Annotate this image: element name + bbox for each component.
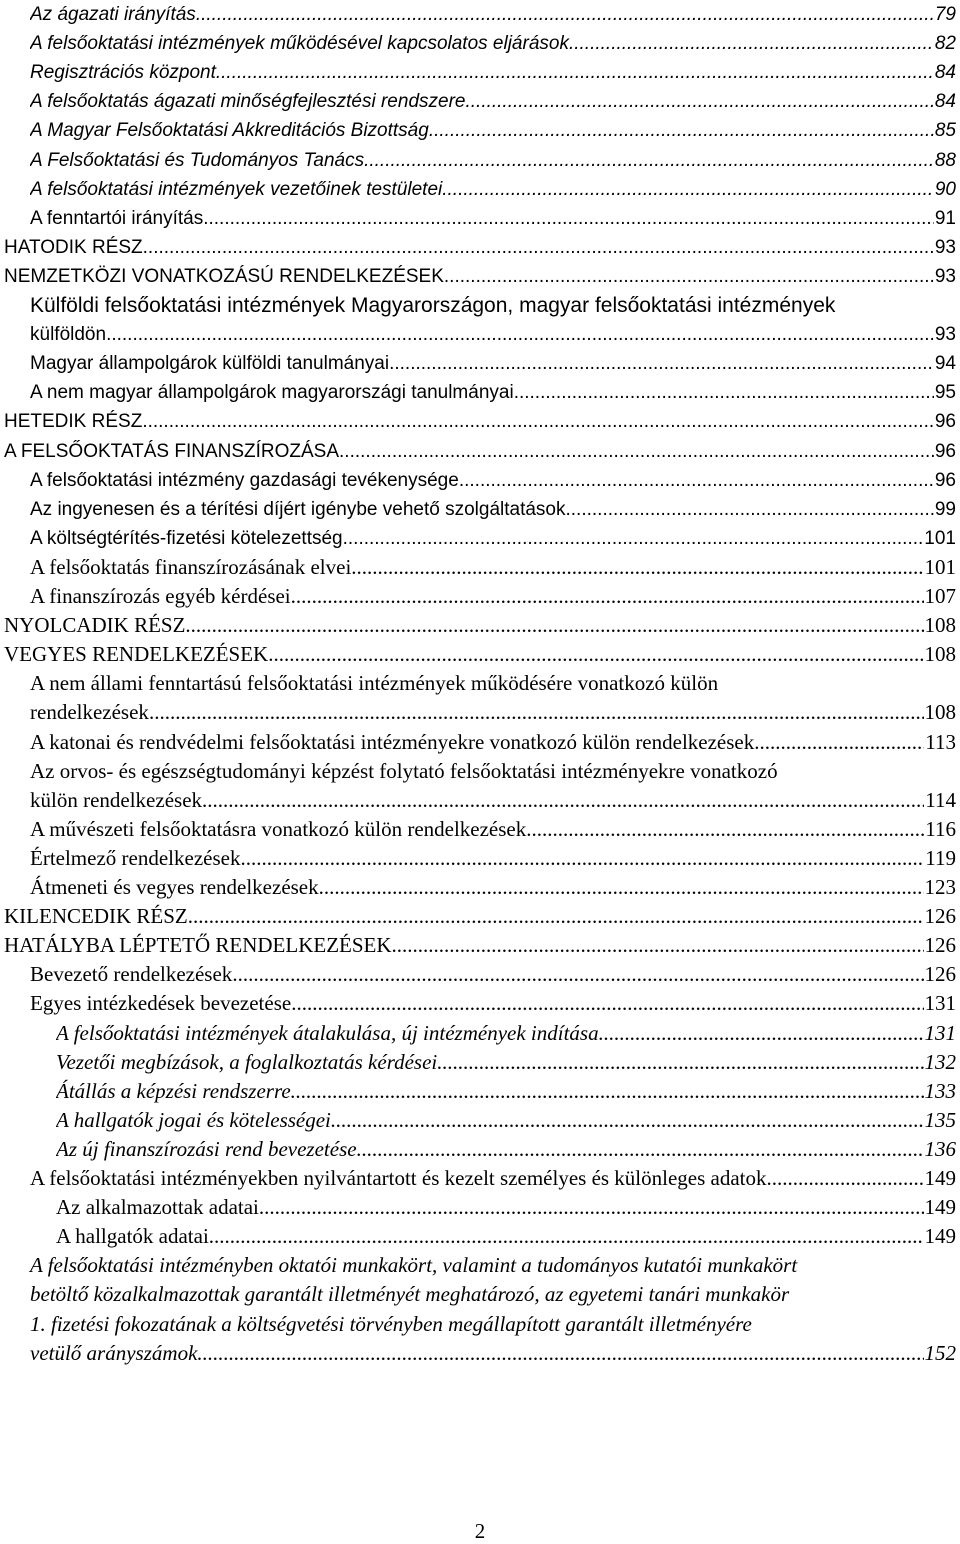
toc-leader-dots (331, 1106, 924, 1135)
toc-entry-page: 108 (924, 700, 956, 725)
toc-entry-title: Regisztrációs központ (30, 62, 216, 84)
toc-entry[interactable] (4, 233, 956, 262)
toc-entry-page: 113 (925, 729, 956, 754)
toc-entry-title: A FELSŐOKTATÁS FINANSZÍROZÁSA (4, 440, 340, 462)
toc-entry-page: 149 (924, 1224, 956, 1249)
toc-entry-title-line: 1. fizetési fokozatának a költségvetési törvényben megállapított garantált illetményére (30, 1311, 752, 1336)
toc-entry-title: NYOLCADIK RÉSZ (4, 613, 186, 638)
toc-entry[interactable] (30, 786, 956, 815)
toc-leader-dots (203, 204, 934, 233)
toc-entry[interactable] (4, 902, 956, 931)
toc-leader-dots (569, 29, 934, 58)
toc-entry[interactable] (30, 175, 956, 204)
toc-leader-dots (465, 87, 933, 116)
toc-entry-page: 79 (934, 4, 956, 25)
toc-entry-title: VEGYES RENDELKEZÉSEK (4, 642, 269, 667)
toc-entry-page: 88 (934, 149, 956, 171)
toc-leader-dots (188, 902, 924, 931)
toc-entry[interactable] (56, 1135, 956, 1164)
toc-entry-page: 133 (924, 1078, 956, 1103)
toc-entry-page: 101 (924, 554, 956, 579)
toc-entry[interactable] (30, 960, 956, 989)
toc-leader-dots (240, 844, 924, 873)
toc-entry-title: A felsőoktatási intézmények átalakulása, új intézmények indítása (56, 1020, 599, 1045)
toc-entry-title: Az ingyenesen és a térítési díjért igénybe vehető szolgáltatások (30, 498, 566, 520)
toc-entry-page: 126 (924, 904, 956, 929)
toc-entry[interactable] (30, 204, 956, 233)
toc-entry-title: A fenntartói irányítás (30, 207, 204, 229)
toc-entry-page: 96 (934, 440, 956, 462)
toc-entry[interactable] (30, 146, 956, 175)
toc-leader-dots (389, 349, 934, 378)
toc-entry-page: 108 (924, 613, 956, 638)
toc-entry-page: 107 (924, 584, 956, 608)
toc-leader-dots (444, 262, 934, 291)
toc-entry-title-line: betöltő közalkalmazottak garantált illetményét meghatározó, az egyetemi tanári munkakör (30, 1282, 790, 1307)
toc-leader-dots (351, 553, 923, 582)
toc-entry-page: 90 (934, 178, 956, 200)
toc-entry-title: A felsőoktatás ágazati minőségfejlesztési rendszere (30, 91, 466, 113)
toc-entry-title: rendelkezések (30, 700, 149, 725)
toc-entry[interactable] (56, 1077, 956, 1106)
toc-leader-dots (291, 582, 924, 611)
toc-entry-page: 149 (924, 1166, 956, 1190)
toc-entry[interactable] (30, 0, 956, 29)
toc-leader-dots (566, 495, 934, 524)
toc-entry-page: 108 (924, 642, 956, 667)
toc-entry-title: A felsőoktatás finanszírozásának elvei (30, 554, 352, 579)
toc-entry-title: külföldön (30, 324, 107, 346)
toc-entry-title: Az alkalmazottak adatai (56, 1195, 259, 1220)
toc-entry-page: 84 (934, 62, 956, 84)
toc-leader-dots (216, 58, 934, 87)
toc-entry-title: A művészeti felsőoktatásra vonatkozó külön rendelkezések (30, 816, 527, 841)
toc-leader-dots (437, 1048, 923, 1077)
toc-entry-title: A Magyar Felsőoktatási Akkreditációs Bizottság (30, 120, 429, 142)
toc-entry-title-line: A nem állami fenntartású felsőoktatási intézmények működésére vonatkozó külön (30, 671, 719, 696)
toc-entry-page: 131 (924, 991, 956, 1016)
toc-entry-title: A felsőoktatási intézményekben nyilvántartott és kezelt személyes és különleges adatok (30, 1166, 767, 1190)
toc-entry[interactable] (30, 378, 956, 407)
toc-entry-page: 85 (934, 120, 956, 142)
toc-entry-page: 123 (924, 875, 956, 899)
toc-entry-title-line: A felsőoktatási intézményben oktatói munkakört, valamint a tudományos kutatói munkakört (30, 1253, 798, 1278)
toc-entry[interactable] (56, 1019, 956, 1048)
toc-entry[interactable] (30, 58, 956, 87)
toc-leader-dots (364, 146, 934, 175)
toc-leader-dots (196, 0, 934, 29)
toc-leader-dots (599, 1019, 924, 1048)
toc-entry-title: vetülő arányszámok (30, 1340, 198, 1365)
toc-entry-title: Bevezető rendelkezések (30, 962, 233, 987)
toc-leader-dots (429, 116, 934, 145)
toc-entry[interactable] (4, 931, 956, 960)
toc-leader-dots (767, 1164, 924, 1193)
toc-entry-page: 96 (934, 469, 956, 491)
toc-entry[interactable] (30, 698, 956, 727)
toc-entry-title-line: Külföldi felsőoktatási intézmények Magyarországon, magyar felsőoktatási intézmények (30, 294, 836, 317)
toc-entry-page: 135 (924, 1107, 956, 1132)
toc-leader-dots (514, 378, 934, 407)
toc-leader-dots (197, 1339, 923, 1368)
toc-entry[interactable] (4, 262, 956, 291)
toc-entry[interactable] (30, 466, 956, 495)
toc-entry-page: 114 (925, 787, 956, 812)
toc-leader-dots (760, 728, 925, 757)
toc-entry-page: 152 (924, 1340, 956, 1365)
toc-entry-title: külön rendelkezések (30, 787, 203, 812)
toc-entry[interactable] (56, 1048, 956, 1077)
toc-entry-page: 126 (924, 962, 956, 987)
toc-entry-title: Átállás a képzési rendszerre (56, 1078, 291, 1103)
toc-entry[interactable] (30, 116, 956, 145)
toc-entry-page: 91 (934, 207, 956, 229)
toc-entry-title: A költségtérítés-fizetési kötelezettség (30, 527, 343, 549)
toc-leader-dots (209, 1222, 924, 1251)
toc-leader-dots (142, 407, 934, 436)
toc-leader-dots (339, 437, 934, 466)
toc-entry[interactable] (30, 844, 956, 873)
toc-entry-page: 116 (925, 816, 956, 841)
toc-entry-page: 95 (934, 382, 956, 404)
toc-entry-page: 93 (934, 236, 956, 258)
toc-entry[interactable] (30, 1339, 956, 1368)
toc-entry-page: 136 (924, 1136, 956, 1161)
toc-entry-title: A katonai és rendvédelmi felsőoktatási intézményekre vonatkozó külön rendelkezések. (30, 729, 760, 754)
toc-entry-title-line: Az orvos- és egészségtudományi képzést folytató felsőoktatási intézményekre vonatkozó (30, 758, 778, 783)
toc-entry[interactable] (30, 320, 956, 349)
toc-entry-title: A felsőoktatási intézmények működésével kapcsolatos eljárások (30, 33, 569, 55)
toc-entry-title: A felsőoktatási intézmény gazdasági tevékenysége (30, 469, 459, 491)
toc-entry-page: 93 (934, 265, 956, 287)
toc-entry[interactable] (30, 524, 956, 553)
toc-entry[interactable] (30, 989, 956, 1018)
toc-entry[interactable] (4, 407, 956, 436)
toc-entry-title: A nem magyar állampolgárok magyarországi tanulmányai (30, 382, 514, 404)
toc-entry-page: 126 (924, 933, 956, 958)
toc-entry[interactable] (4, 640, 956, 669)
toc-leader-dots (202, 786, 924, 815)
toc-entry-title: Vezetői megbízások, a foglalkoztatás kérdései (56, 1049, 438, 1074)
toc-entry-page: 82 (934, 33, 956, 55)
toc-entry-page: 149 (924, 1195, 956, 1220)
toc-entry[interactable] (30, 815, 956, 844)
toc-entry[interactable] (30, 873, 956, 902)
toc-leader-dots (232, 960, 923, 989)
toc-entry[interactable] (56, 1106, 956, 1135)
toc-entry-title: HATODIK RÉSZ (4, 236, 143, 258)
toc-leader-dots (259, 1193, 924, 1222)
toc-leader-dots (106, 320, 934, 349)
toc-entry-page: 101 (924, 527, 956, 549)
toc-entry-page: 94 (934, 353, 956, 375)
toc-entry-page: 93 (934, 324, 956, 346)
toc-entry-title: A hallgatók jogai és kötelességei (56, 1107, 331, 1132)
toc-entry-title: HATÁLYBA LÉPTETŐ RENDELKEZÉSEK (4, 933, 392, 958)
toc-leader-dots (526, 815, 924, 844)
toc-leader-dots (392, 931, 924, 960)
toc-entry-title: A finanszírozás egyéb kérdései (30, 584, 291, 608)
toc-entry-title: Egyes intézkedések bevezetése (30, 991, 292, 1016)
toc-entry-title: A felsőoktatási intézmények vezetőinek testületei (30, 178, 443, 200)
toc-leader-dots (459, 466, 934, 495)
toc-entry[interactable] (30, 582, 956, 611)
toc-entry[interactable] (30, 495, 956, 524)
toc-leader-dots (143, 233, 934, 262)
toc-entry-title: A hallgatók adatai (56, 1224, 209, 1249)
toc-leader-dots (149, 698, 924, 727)
toc-entry[interactable] (30, 728, 956, 757)
toc-entry-title: Magyar állampolgárok külföldi tanulmányai (30, 353, 390, 375)
page-number: 2 (474, 1519, 486, 1543)
toc-entry-title: Értelmező rendelkezések (30, 845, 241, 870)
toc-entry-title: HETEDIK RÉSZ (4, 411, 143, 433)
toc-entry[interactable] (30, 349, 956, 378)
toc-entry-title: Átmeneti és vegyes rendelkezések (30, 875, 319, 899)
toc-entry[interactable] (30, 1164, 956, 1193)
toc-entry[interactable] (30, 29, 956, 58)
toc-entry-title: KILENCEDIK RÉSZ (4, 904, 188, 929)
toc-leader-dots (291, 1077, 924, 1106)
toc-leader-dots (343, 524, 924, 553)
toc-entry-title: Az ágazati irányítás (30, 4, 196, 25)
toc-entry[interactable] (4, 611, 956, 640)
toc-entry[interactable] (56, 1193, 956, 1222)
toc-entry-page: 84 (934, 91, 956, 113)
toc-leader-dots (185, 611, 923, 640)
toc-entry-title: Az új finanszírozási rend bevezetése (56, 1136, 357, 1161)
toc-leader-dots (319, 873, 924, 902)
toc-entry[interactable] (56, 1222, 956, 1251)
toc-entry-page: 132 (924, 1049, 956, 1074)
toc-entry[interactable] (30, 553, 956, 582)
toc-leader-dots (291, 989, 923, 1018)
toc-leader-dots (268, 640, 923, 669)
toc-entry-page: 96 (934, 411, 956, 433)
toc-entry-title: NEMZETKÖZI VONATKOZÁSÚ RENDELKEZÉSEK (4, 265, 444, 287)
toc-entry-page: 119 (925, 845, 956, 870)
toc-entry[interactable] (30, 87, 956, 116)
toc-leader-dots (357, 1135, 924, 1164)
toc-leader-dots (442, 175, 934, 204)
toc-entry-title: A Felsőoktatási és Tudományos Tanács (30, 149, 365, 171)
toc-entry-page: 131 (924, 1020, 956, 1045)
toc-entry[interactable] (4, 437, 956, 466)
toc-entry-page: 99 (934, 498, 956, 520)
